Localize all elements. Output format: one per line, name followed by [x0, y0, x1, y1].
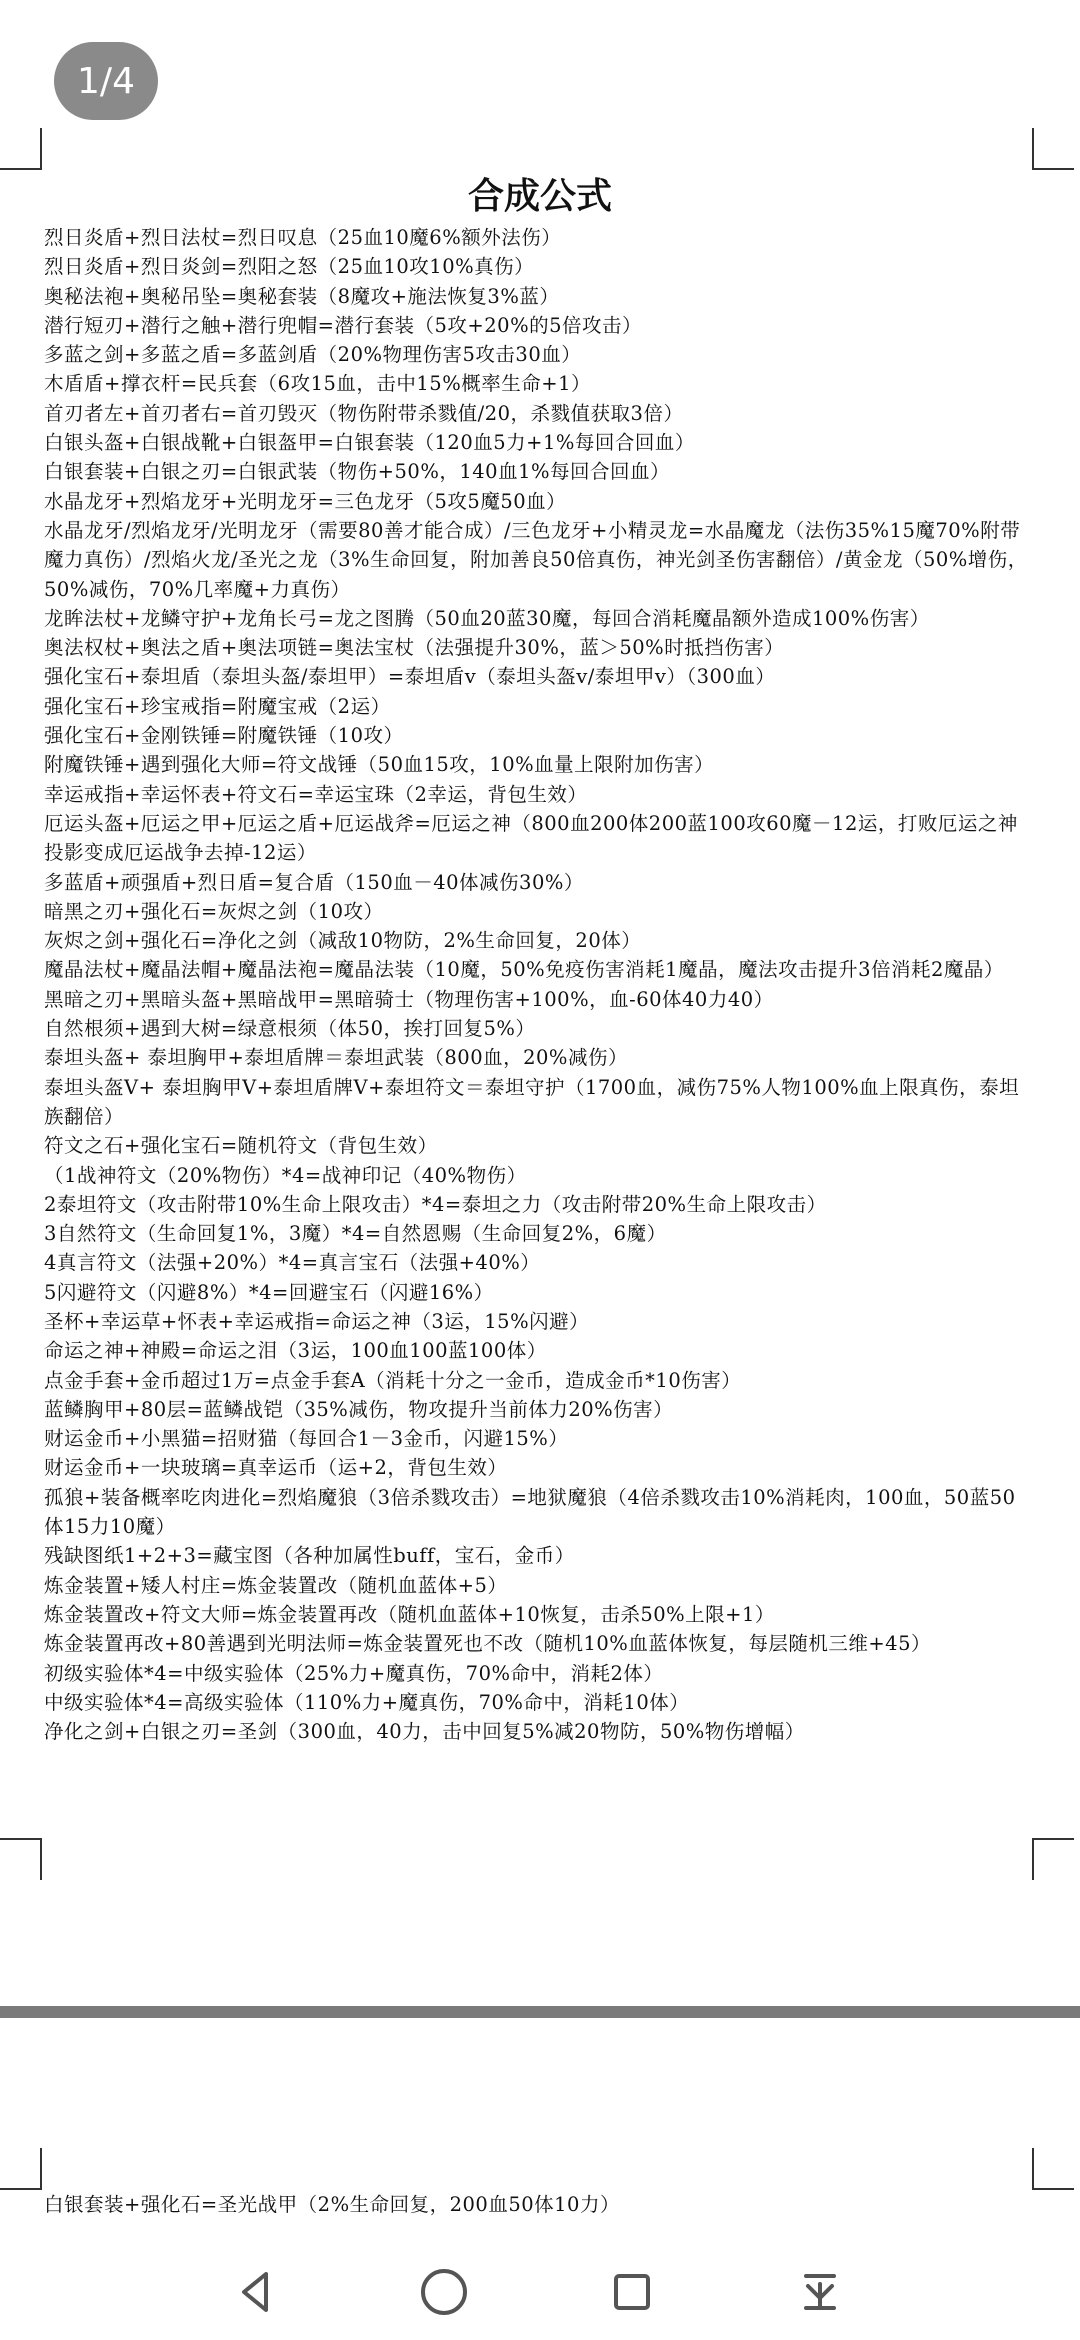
formula-line: 蓝鳞胸甲+80层=蓝鳞战铠（35%减伤，物攻提升当前体力20%伤害） — [44, 1397, 674, 1421]
page2-text-line: 白银套装+强化石=圣光战甲（2%生命回复，200血50体10力） — [44, 2193, 620, 2216]
formula-line: 自然根须+遇到大树=绿意根须（体50，挨打回复5%） — [44, 1017, 536, 1041]
formula-line: 木盾盾+撑衣杆=民兵套（6攻15血，击中15%概率生命+1） — [44, 372, 591, 396]
circle-home-icon — [418, 2266, 470, 2318]
formula-line: 泰坦头盔V+ 泰坦胸甲V+泰坦盾牌V+泰坦符文＝泰坦守护（1700血，减伤75%人物100%血上限真伤，泰坦族翻倍） — [44, 1075, 1020, 1128]
formula-line: 暗黑之刃+强化石=灰烬之剑（10攻） — [44, 899, 384, 923]
formula-line: 白银头盔+白银战靴+白银盔甲=白银套装（120血5力+1%每回合回血） — [44, 431, 695, 455]
formula-line: 强化宝石+泰坦盾（泰坦头盔/泰坦甲）=泰坦盾v（泰坦头盔v/泰坦甲v）（300血） — [44, 665, 776, 689]
page-separator — [0, 2006, 1080, 2018]
crop-mark-page2-top-left — [0, 2148, 42, 2190]
formula-line: 白银套装+白银之刃=白银武装（物伤+50%，140血1%每回合回血） — [44, 460, 671, 484]
formula-line: 中级实验体*4=高级实验体（110%力+魔真伤，70%命中，消耗10体） — [44, 1690, 690, 1714]
crop-mark-bottom-right — [1032, 1838, 1074, 1880]
formula-line: 炼金装置+矮人村庄=炼金装置改（随机血蓝体+5） — [44, 1573, 508, 1597]
arrow-down-tray-icon — [796, 2268, 844, 2316]
formula-line: 黑暗之刃+黑暗头盔+黑暗战甲=黑暗骑士（物理伤害+100%，血-60体40力40） — [44, 987, 774, 1011]
crop-mark-page2-top-right — [1032, 2148, 1074, 2190]
formula-line: 净化之剑+白银之刃=圣剑（300血，40力，击中回复5%减20物防，50%物伤增幅） — [44, 1720, 805, 1744]
formula-line: 命运之神+神殿=命运之泪（3运，100血100蓝100体） — [44, 1339, 547, 1363]
formula-line: 财运金币+小黑猫=招财猫（每回合1－3金币，闪避15%） — [44, 1427, 569, 1451]
formula-line: 附魔铁锤+遇到强化大师=符文战锤（50血15攻，10%血量上限附加伤害） — [44, 753, 715, 777]
formula-line: 烈日炎盾+烈日法杖=烈日叹息（25血10魔6%额外法伤） — [44, 226, 562, 249]
formula-line: 水晶龙牙+烈焰龙牙+光明龙牙=三色龙牙（5攻5魔50血） — [44, 489, 567, 513]
formula-line: 2泰坦符文（攻击附带10%生命上限攻击）*4=泰坦之力（攻击附带20%生命上限攻击） — [44, 1192, 827, 1216]
formula-line: 炼金装置改+符文大师=炼金装置再改（随机血蓝体+10恢复，击杀50%上限+1） — [44, 1602, 775, 1626]
formula-line: （1战神符文（20%物伤）*4=战神印记（40%物伤） — [44, 1163, 527, 1187]
formula-line: 3自然符文（生命回复1%，3魔）*4=自然恩赐（生命回复2%，6魔） — [44, 1222, 667, 1246]
crop-mark-bottom-left — [0, 1838, 42, 1880]
formula-line: 奥秘法袍+奥秘吊坠=奥秘套装（8魔攻+施法恢复3%蓝） — [44, 284, 560, 308]
back-button[interactable] — [216, 2252, 296, 2332]
formula-line: 强化宝石+金刚铁锤=附魔铁锤（10攻） — [44, 724, 404, 748]
formula-line: 奥法权杖+奥法之盾+奥法项链=奥法宝杖（法强提升30%，蓝＞50%时抵挡伤害） — [44, 636, 785, 660]
formula-line: 厄运头盔+厄运之甲+厄运之盾+厄运战斧=厄运之神（800血200体200蓝100攻60魔－12运，打败厄运之神投影变成厄运战争去掉-12运） — [44, 811, 1018, 865]
formula-line: 泰坦头盔+ 泰坦胸甲+泰坦盾牌＝泰坦武装（800血，20%减伤） — [44, 1046, 628, 1070]
formula-line: 5闪避符文（闪避8%）*4=回避宝石（闪避16%） — [44, 1280, 494, 1304]
formula-line: 初级实验体*4=中级实验体（25%力+魔真伤，70%命中，消耗2体） — [44, 1661, 664, 1685]
formula-line: 幸运戒指+幸运怀表+符文石=幸运宝珠（2幸运，背包生效） — [44, 782, 588, 806]
crop-mark-top-right — [1032, 128, 1074, 170]
formula-line: 点金手套+金币超过1万=点金手套A（消耗十分之一金币，造成金币*10伤害） — [44, 1368, 742, 1392]
crop-mark-top-left — [0, 128, 42, 170]
system-navigation-bar — [0, 2244, 1080, 2340]
formula-line: 魔晶法杖+魔晶法帽+魔晶法袍=魔晶法装（10魔，50%免疫伤害消耗1魔晶，魔法攻击提升3倍消耗2魔晶） — [44, 958, 1004, 982]
formula-line: 龙眸法杖+龙鳞守护+龙角长弓=龙之图腾（50血20蓝30魔，每回合消耗魔晶额外造成100%伤害） — [44, 606, 930, 630]
formula-line: 多蓝之剑+多蓝之盾=多蓝剑盾（20%物理伤害5攻击30血） — [44, 343, 582, 367]
formula-line: 烈日炎盾+烈日炎剑=烈阳之怒（25血10攻10%真伤） — [44, 255, 535, 279]
formula-line: 财运金币+一块玻璃=真幸运币（运+2，背包生效） — [44, 1456, 508, 1480]
formula-line: 水晶龙牙/烈焰龙牙/光明龙牙（需要80善才能合成）/三色龙牙+小精灵龙=水晶魔龙（法伤35%15魔70%附带魔力真伤）/烈焰火龙/圣光之龙（3%生命回复，附加善良50倍真伤，神光剑圣伤害翻倍）/黄金龙（50%增伤，50%减伤，70%几率魔+力真伤） — [44, 518, 1028, 601]
recents-button[interactable] — [592, 2252, 672, 2332]
formula-line: 炼金装置再改+80善遇到光明法师=炼金装置死也不改（随机10%血蓝体恢复，每层随机三维+45） — [44, 1632, 931, 1656]
formula-line: 孤狼+装备概率吃肉进化=烈焰魔狼（3倍杀戮攻击）=地狱魔狼（4倍杀戮攻击10%消耗肉，100血，50蓝50体15力10魔） — [44, 1485, 1016, 1539]
triangle-back-icon — [232, 2268, 280, 2316]
document-title: 合成公式 — [467, 176, 612, 217]
formula-line: 残缺图纸1+2+3=藏宝图（各种加属性buff，宝石，金币） — [44, 1544, 575, 1568]
formula-line: 强化宝石+珍宝戒指=附魔宝戒（2运） — [44, 694, 391, 718]
formula-line: 灰烬之剑+强化石=净化之剑（减敌10物防，2%生命回复，20体） — [44, 929, 642, 953]
formula-line: 符文之石+强化宝石=随机符文（背包生效） — [44, 1134, 438, 1158]
download-button[interactable] — [780, 2252, 860, 2332]
formula-line: 首刃者左+首刃者右=首刃毁灭（物伤附带杀戮值/20，杀戮值获取3倍） — [44, 401, 684, 425]
formula-line: 多蓝盾+顽强盾+烈日盾=复合盾（150血－40体减伤30%） — [44, 870, 584, 894]
formula-line: 圣杯+幸运草+怀表+幸运戒指=命运之神（3运，15%闪避） — [44, 1309, 590, 1333]
home-button[interactable] — [404, 2252, 484, 2332]
document-body — [44, 223, 1034, 1746]
formula-line: 潜行短刃+潜行之触+潜行兜帽=潜行套装（5攻+20%的5倍攻击） — [44, 313, 643, 337]
formula-line: 4真言符文（法强+20%）*4=真言宝石（法强+40%） — [44, 1251, 541, 1275]
page-indicator: 1/4 — [54, 42, 158, 120]
square-recents-icon — [608, 2268, 656, 2316]
